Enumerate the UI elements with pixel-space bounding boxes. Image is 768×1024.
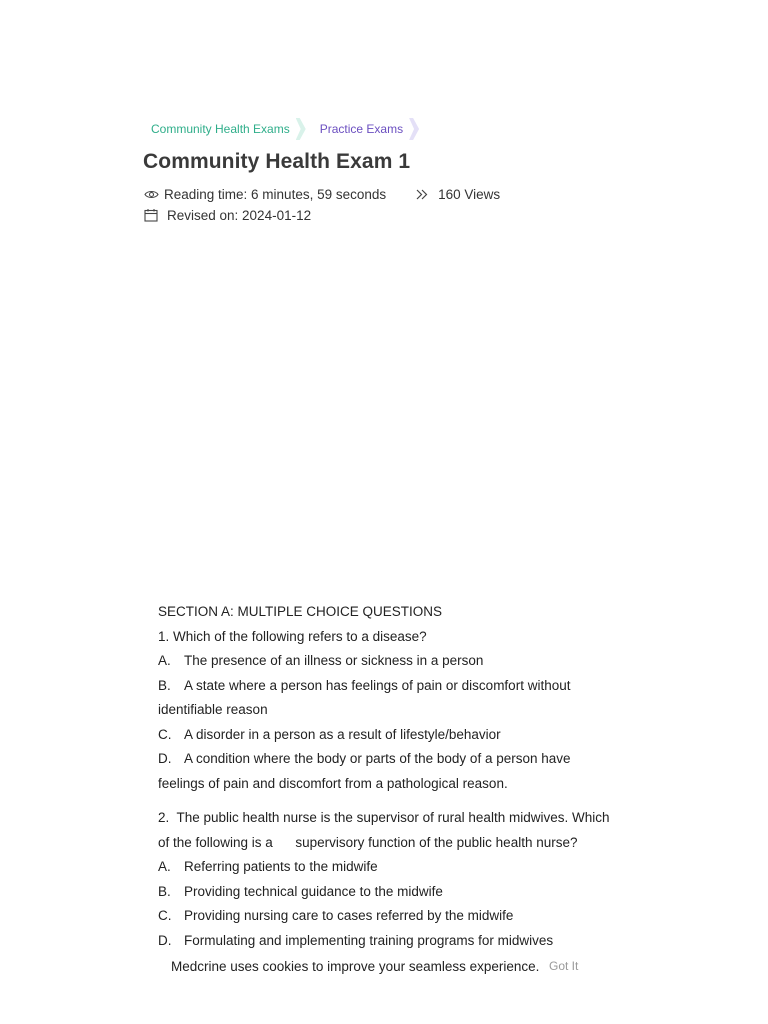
cookie-banner [0, 952, 768, 980]
question-1-option-b: B. A state where a person has feelings of pain or discomfort without [158, 677, 571, 693]
meta-row-reading [143, 186, 500, 202]
spacer [158, 796, 618, 806]
page-title: Community Health Exam 1 [143, 150, 411, 173]
chevron-right-icon [409, 118, 419, 140]
breadcrumb-label: Practice Exams [319, 122, 404, 136]
breadcrumb-item-community-health-exams[interactable] [143, 117, 312, 141]
reading-time: Reading time: 6 minutes, 59 seconds [164, 186, 387, 202]
breadcrumb [143, 117, 425, 141]
question-2-option-c: C. Providing nursing care to cases referred by the midwife [158, 908, 514, 923]
views-count [414, 186, 500, 202]
breadcrumb-item-practice-exams[interactable] [312, 117, 425, 141]
breadcrumb-label: Community Health Exams [151, 122, 290, 136]
question-2-line-2: of the following is a supervisory function of the public health nurse? [158, 834, 578, 850]
double-chevron-right-icon [414, 186, 430, 202]
question-1-option-a: A. The presence of an illness or sickness in a person [158, 653, 484, 668]
cookie-accept-button[interactable]: Got It [549, 959, 579, 973]
meta-row-revised [143, 207, 311, 223]
eye-icon [143, 186, 159, 202]
question-2-option-a: A. Referring patients to the midwife [158, 859, 378, 874]
question-2-line-1: 2. The public health nurse is the supervisor of rural health midwives. Which [158, 810, 610, 825]
question-1: 1. Which of the following refers to a disease? [158, 628, 427, 644]
section-heading: SECTION A: MULTIPLE CHOICE QUESTIONS [158, 604, 443, 619]
question-1-option-b-cont: identifiable reason [158, 702, 268, 717]
calendar-icon [143, 207, 159, 223]
chevron-right-icon [296, 118, 306, 140]
cookie-message: Medcrine uses cookies to improve your seamless experience. [171, 958, 540, 974]
question-2-option-d: D. Formulating and implementing training programs for midwives [158, 932, 554, 948]
question-2-option-b: B. Providing technical guidance to the midwife [158, 883, 443, 899]
question-1-option-d: D. A condition where the body or parts of the body of a person have [158, 751, 571, 766]
revised-date: Revised on: 2024-01-12 [167, 207, 312, 223]
article-content [158, 600, 618, 953]
question-1-option-c: C. A disorder in a person as a result of lifestyle/behavior [158, 726, 501, 742]
question-1-option-d-cont: feelings of pain and discomfort from a pathological reason. [158, 775, 508, 791]
views-label: 160 Views [438, 186, 501, 202]
